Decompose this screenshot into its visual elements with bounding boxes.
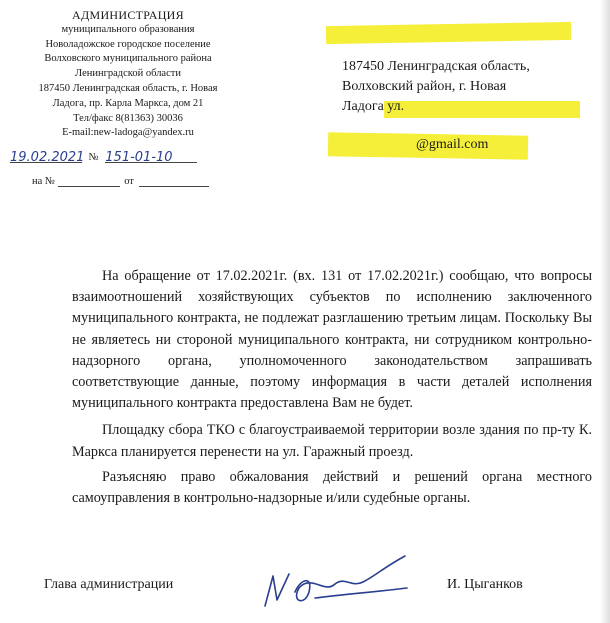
recipient-address: Волховский район, г. Новая bbox=[342, 79, 507, 94]
redaction-highlight bbox=[326, 22, 571, 44]
outgoing-number-line bbox=[10, 150, 197, 163]
letter-body bbox=[72, 266, 592, 515]
body-paragraph: Площадку сбора ТКО с благоустраиваемой территории возле здания по пр-ту К. Маркса планируется перенести на ул. Гаражный проезд. bbox=[72, 422, 592, 460]
ref-number-blank bbox=[58, 174, 120, 187]
signer-title: Глава администрации bbox=[44, 577, 174, 592]
letterhead-title: АДМИНИСТРАЦИЯ bbox=[72, 8, 184, 22]
recipient-address: Ладога ул. bbox=[342, 99, 405, 114]
outgoing-number: 151-01-10 bbox=[105, 150, 173, 165]
recipient-email: @gmail.com bbox=[416, 137, 489, 152]
body-paragraph: На обращение от 17.02.2021г. (вх. 131 от 17.02.2021г.) сообщаю, что вопросы взаимоотношений хозяйствующих субъектов по исполнению заключенного муниципального контракта, не подлежат разглашению третьим лицам. Поскольку Вы не являетесь ни стороной муниципального контракта, ни сотрудником контрольно-надзорного органа, уполномоченного законодательством запрашивать соответствующие данные, поэтому информация в части деталей исполнения муниципального контракта предоставлена Вам не будет. bbox=[72, 268, 592, 412]
recipient-block bbox=[342, 57, 592, 155]
body-paragraph: Разъясняю право обжалования действий и решений органа местного самоуправления в контрольно-надзорные и/или судебные органы. bbox=[72, 468, 592, 507]
ref-from-label: от bbox=[124, 176, 134, 187]
letterhead-phone: Тел/факс 8(81363) 30036 bbox=[73, 112, 183, 124]
ref-number-label: на № bbox=[32, 176, 55, 187]
ref-date-blank bbox=[139, 174, 209, 187]
letterhead-email: E-mail:new-ladoga@yandex.ru bbox=[62, 127, 194, 139]
letterhead-line: Ленинградской области bbox=[75, 68, 181, 80]
letterhead-line: Волховского муниципального района bbox=[44, 53, 212, 65]
page-edge-shadow bbox=[600, 0, 610, 623]
reference-line bbox=[32, 174, 209, 187]
number-sign: № bbox=[88, 152, 99, 163]
recipient-address: 187450 Ленинградская область, bbox=[342, 59, 530, 74]
outgoing-date: 19.02.2021 bbox=[10, 150, 85, 165]
letterhead-line: Новоладожское городское поселение bbox=[45, 38, 211, 50]
handwritten-signature bbox=[255, 548, 415, 618]
letterhead-line: муниципального образования bbox=[61, 23, 195, 35]
letterhead-address: 187450 Ленинградская область, г. Новая bbox=[38, 82, 218, 94]
letterhead bbox=[8, 8, 248, 141]
signer-name: И. Цыганков bbox=[447, 577, 523, 592]
letterhead-address: Ладога, пр. Карла Маркса, дом 21 bbox=[52, 97, 204, 109]
